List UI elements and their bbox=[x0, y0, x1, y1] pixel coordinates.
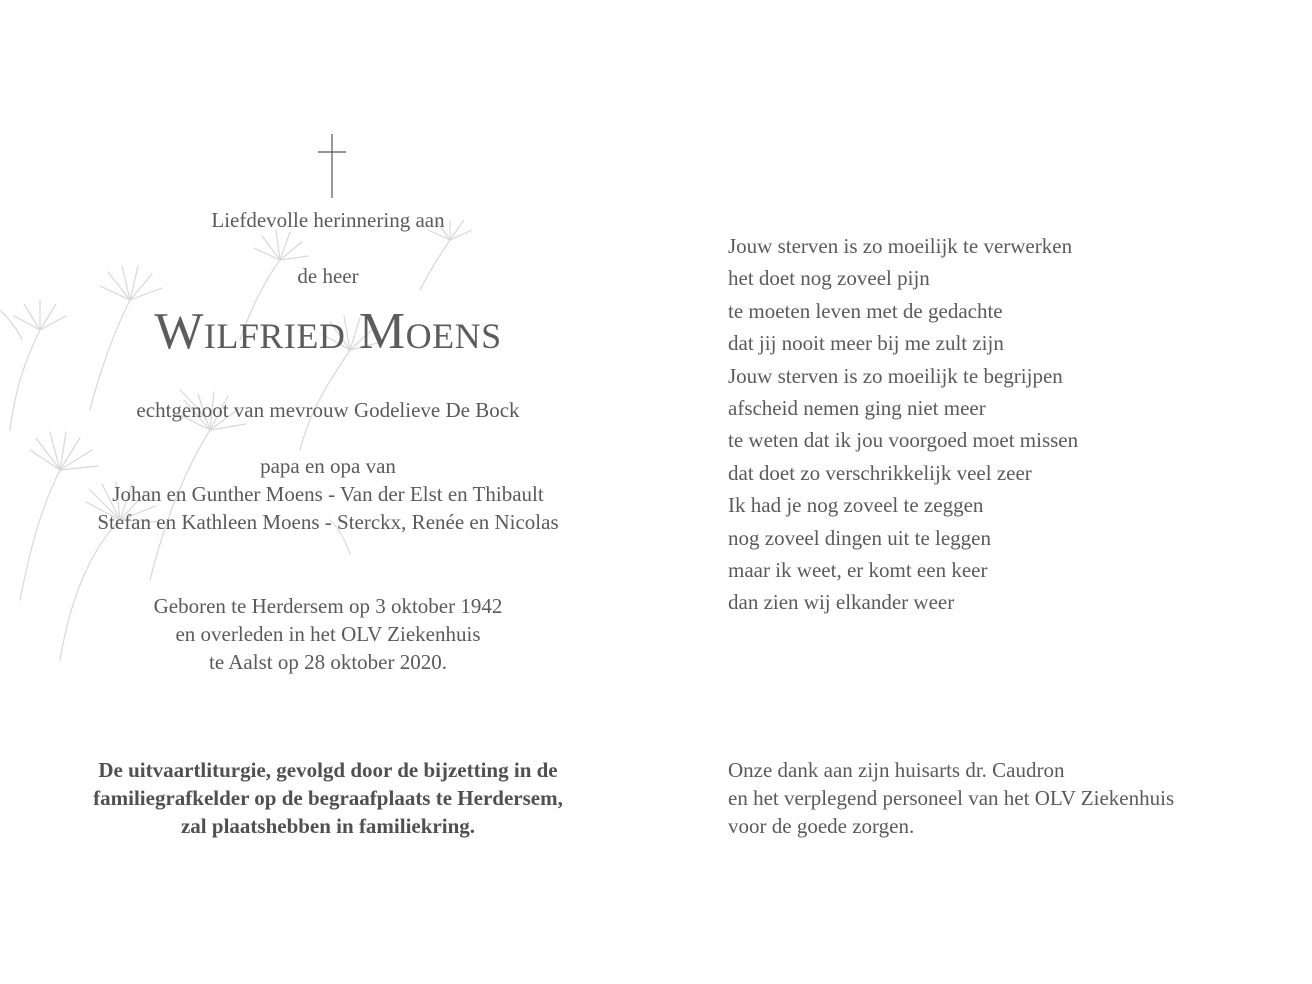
cross-icon bbox=[318, 134, 346, 198]
poem-line: Ik had je nog zoveel te zeggen bbox=[728, 493, 984, 518]
poem-line: dat jij nooit meer bij me zult zijn bbox=[728, 331, 1004, 356]
poem-line: te weten dat ik jou voorgoed moet missen bbox=[728, 428, 1079, 453]
thanks-line: voor de goede zorgen. bbox=[728, 814, 915, 838]
poem-line: te moeten leven met de gedachte bbox=[728, 298, 1003, 323]
poem-line: het doet nog zoveel pijn bbox=[728, 266, 930, 291]
poem-line: dan zien wij elkander weer bbox=[728, 590, 955, 615]
thanks-line: Onze dank aan zijn huisarts dr. Caudron bbox=[728, 758, 1065, 782]
family-line: Johan en Gunther Moens - Van der Elst en Thibault bbox=[112, 482, 544, 506]
dates-line: te Aalst op 28 oktober 2020. bbox=[209, 650, 447, 674]
poem-line: afscheid nemen ging niet meer bbox=[728, 396, 986, 421]
funeral-line: familiegrafkelder op de begraafplaats te Herdersem, bbox=[93, 786, 563, 810]
title-prefix: de heer bbox=[297, 264, 359, 288]
thanks-line: en het verplegend personeel van het OLV Ziekenhuis bbox=[728, 786, 1175, 810]
spouse-text: echtgenoot van mevrouw Godelieve De Bock bbox=[136, 398, 520, 422]
funeral-block bbox=[60, 756, 596, 840]
funeral-line: De uitvaartliturgie, gevolgd door de bijzetting in de bbox=[98, 758, 558, 782]
poem-line: Jouw sterven is zo moeilijk te verwerken bbox=[728, 234, 1073, 258]
dates-block bbox=[60, 592, 596, 676]
poem-line: dat doet zo verschrikkelijk veel zeer bbox=[728, 460, 1032, 485]
dates-line: Geboren te Herdersem op 3 oktober 1942 bbox=[153, 594, 503, 618]
poem-line: nog zoveel dingen uit te leggen bbox=[728, 525, 992, 550]
dates-line: en overleden in het OLV Ziekenhuis bbox=[175, 622, 481, 646]
poem bbox=[728, 230, 1248, 619]
thanks-block bbox=[728, 756, 1268, 840]
deceased-name: Wilfried Moens bbox=[154, 303, 502, 360]
funeral-line: zal plaatshebben in familiekring. bbox=[180, 814, 476, 838]
poem-line: maar ik weet, er komt een keer bbox=[728, 558, 988, 583]
family-heading: papa en opa van bbox=[260, 454, 396, 478]
poem-line: Jouw sterven is zo moeilijk te begrijpen bbox=[728, 363, 1063, 388]
intro-text: Liefdevolle herinnering aan bbox=[211, 208, 445, 232]
family-line: Stefan en Kathleen Moens - Sterckx, Renée en Nicolas bbox=[97, 510, 559, 534]
family-block bbox=[60, 452, 596, 536]
